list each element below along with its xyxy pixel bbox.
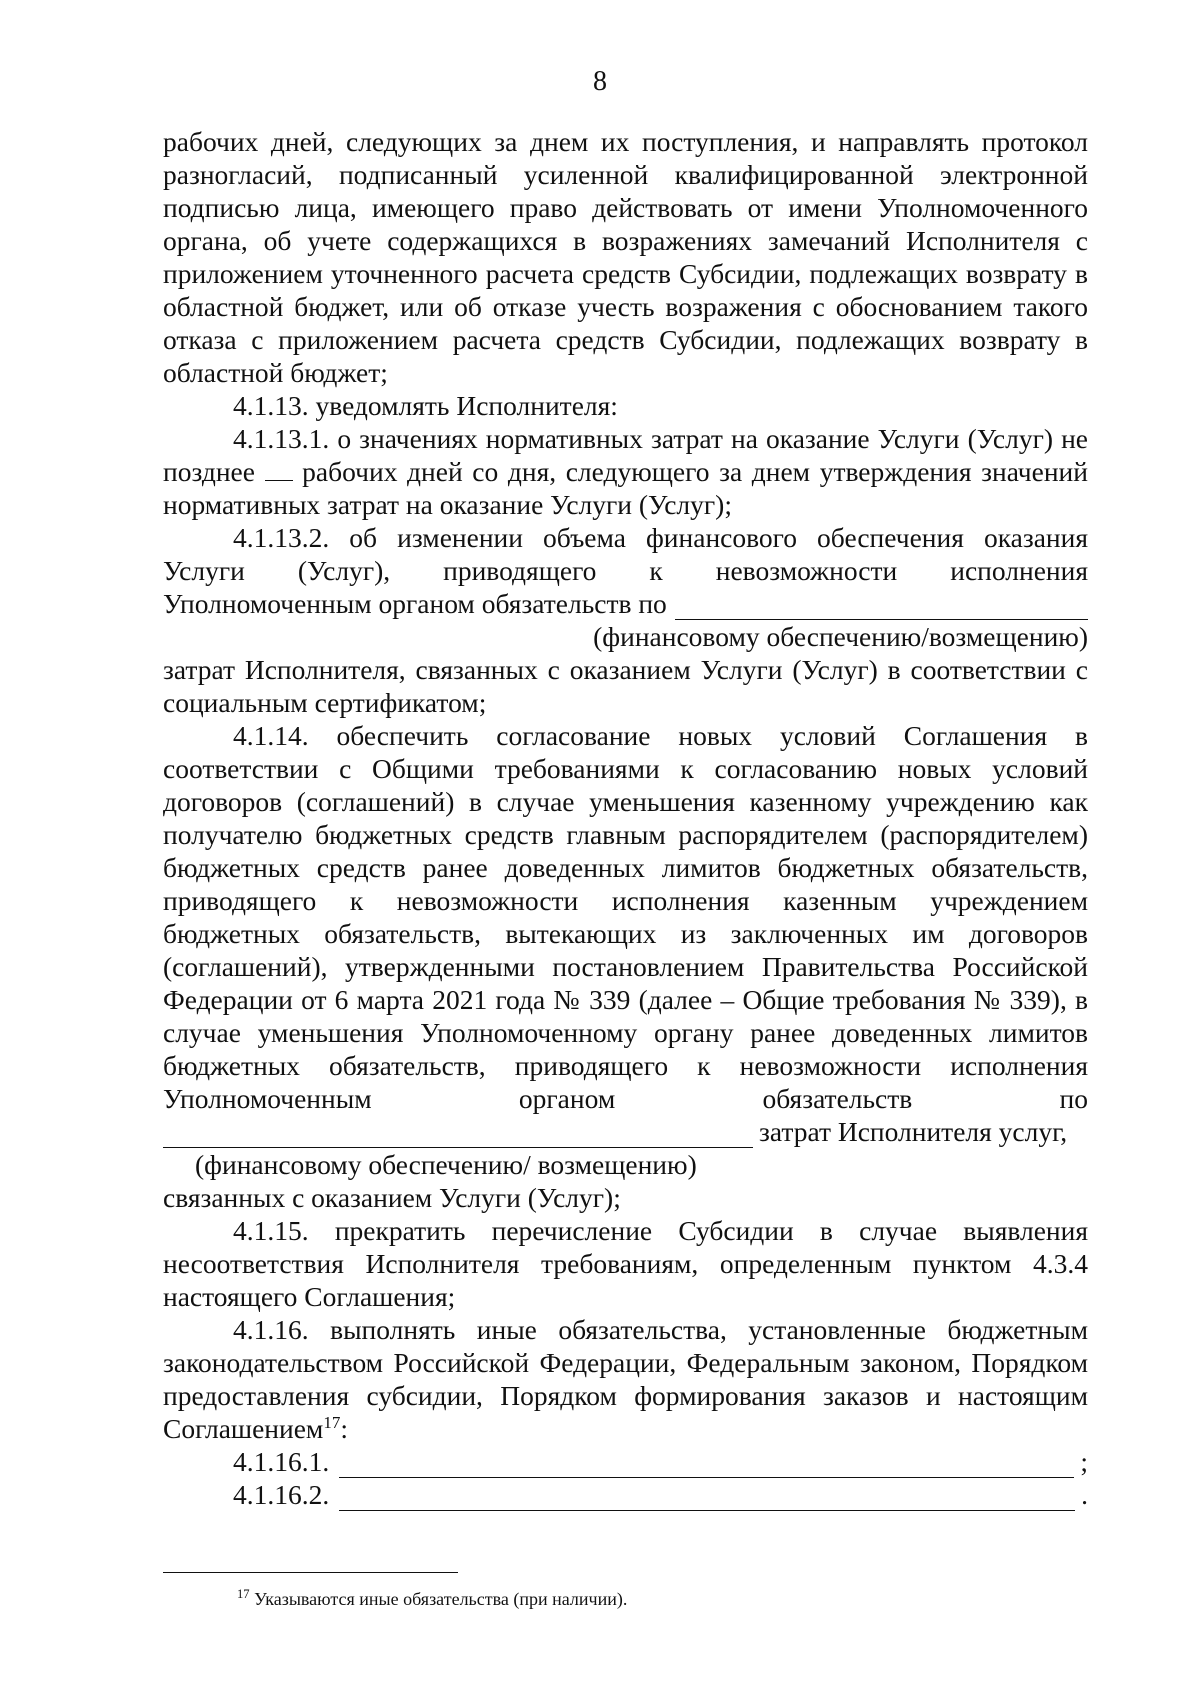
- costs-line-row: [163, 1115, 1088, 1148]
- obligation-blank-line: [675, 595, 1088, 620]
- paragraph-4-1-13-1-end: рабочих дней со дня, следующего за днем утверждения значений нормативных затрат на оказание Услуги (Услуг);: [163, 456, 1088, 520]
- paragraph-4-1-13-1: [163, 422, 1088, 521]
- costs-line-label: затрат Исполнителя услуг,: [759, 1116, 1068, 1147]
- item-4-1-16-1-blank-line: [339, 1453, 1074, 1478]
- document-body: [163, 125, 1088, 1511]
- costs-blank-line: [163, 1123, 753, 1148]
- item-4-1-16-1-end: ;: [1080, 1446, 1088, 1477]
- obligation-line-row: [163, 587, 1088, 620]
- item-4-1-16-2: [163, 1478, 1088, 1511]
- footnote-number: 17: [237, 1587, 250, 1601]
- paragraph-4-1-13-2-continuation: затрат Исполнителя, связанных с оказанием Услуги (Услуг) в соответствии с социальным сертификатом;: [163, 654, 1088, 718]
- paragraph-4-1-15: 4.1.15. прекратить перечисление Субсидии в случае выявления несоответствия Исполнителя требованиям, определенным пунктом 4.3.4 настоящего Соглашения;: [163, 1215, 1088, 1312]
- paragraph-4-1-13-1-start: 4.1.13.1. о значениях нормативных затрат на оказание Услуги (Услуг) не позднее: [163, 423, 1088, 487]
- item-4-1-16-2-number: 4.1.16.2.: [233, 1479, 330, 1510]
- item-4-1-16-1-number: 4.1.16.1.: [233, 1446, 330, 1477]
- footnote-text: Указываются иные обязательства (при наличии).: [249, 1589, 628, 1609]
- costs-hint: (финансовому обеспечению/ возмещению): [195, 1149, 697, 1180]
- obligation-line-label: Уполномоченным органом обязательств по: [163, 588, 667, 619]
- item-4-1-16-1: [163, 1445, 1088, 1478]
- footnote-reference: 17: [323, 1412, 341, 1432]
- days-blank-field: [265, 458, 293, 481]
- page-number: 8: [593, 66, 607, 97]
- paragraph-continuation: рабочих дней, следующих за днем их поступления, и направлять протокол разногласий, подписанный усиленной квалифицированной электронной подписью лица, имеющего право действовать от имени Уполномоченного органа, об учете содержащихся в возражениях замечаний Исполнителя с приложением уточненного расчета средств Субсидии, подлежащих возврату в областной бюджет, или об отказе учесть возражения с обоснованием такого отказа с приложением расчета средств Субсидии, подлежащих возврату в областной бюджет;: [163, 126, 1088, 388]
- paragraph-4-1-16-colon: :: [340, 1413, 348, 1444]
- paragraph-4-1-14: 4.1.14. обеспечить согласование новых условий Соглашения в соответствии с Общими требованиями к согласованию новых условий договоров (соглашений) в случае уменьшения казенному учреждению как получателю бюджетных средств главным распорядителем (распорядителем) бюджетных средств ранее доведенных лимитов бюджетных обязательств, приводящего к невозможности исполнения казенным учреждением бюджетных обязательств, вытекающих из заключенных им договоров (соглашений), утвержденными постановлением Правительства Российской Федерации от 6 марта 2021 года № 339 (далее – Общие требования № 339), в случае уменьшения Уполномоченному органу ранее доведенных лимитов бюджетных обязательств, приводящего к невозможности исполнения Уполномоченным органом обязательств по: [163, 720, 1088, 1114]
- paragraph-4-1-16: [163, 1313, 1088, 1445]
- item-4-1-16-2-end: .: [1081, 1479, 1088, 1510]
- obligation-hint: (финансовому обеспечению/возмещению): [593, 621, 1088, 652]
- paragraph-4-1-13-2: 4.1.13.2. об изменении объема финансового обеспечения оказания Услуги (Услуг), приводящего к невозможности исполнения: [163, 522, 1088, 586]
- footnote: [237, 1588, 627, 1610]
- paragraph-4-1-13: 4.1.13. уведомлять Исполнителя:: [233, 390, 618, 421]
- paragraph-4-1-16-text: 4.1.16. выполнять иные обязательства, установленные бюджетным законодательством Российской Федерации, Федеральным законом, Порядком предоставления субсидии, Порядком формирования заказов и настоящим Соглашением: [163, 1314, 1088, 1444]
- paragraph-4-1-14-continuation: связанных с оказанием Услуги (Услуг);: [163, 1182, 621, 1213]
- footnote-separator: [163, 1572, 458, 1573]
- item-4-1-16-2-blank-line: [339, 1486, 1075, 1511]
